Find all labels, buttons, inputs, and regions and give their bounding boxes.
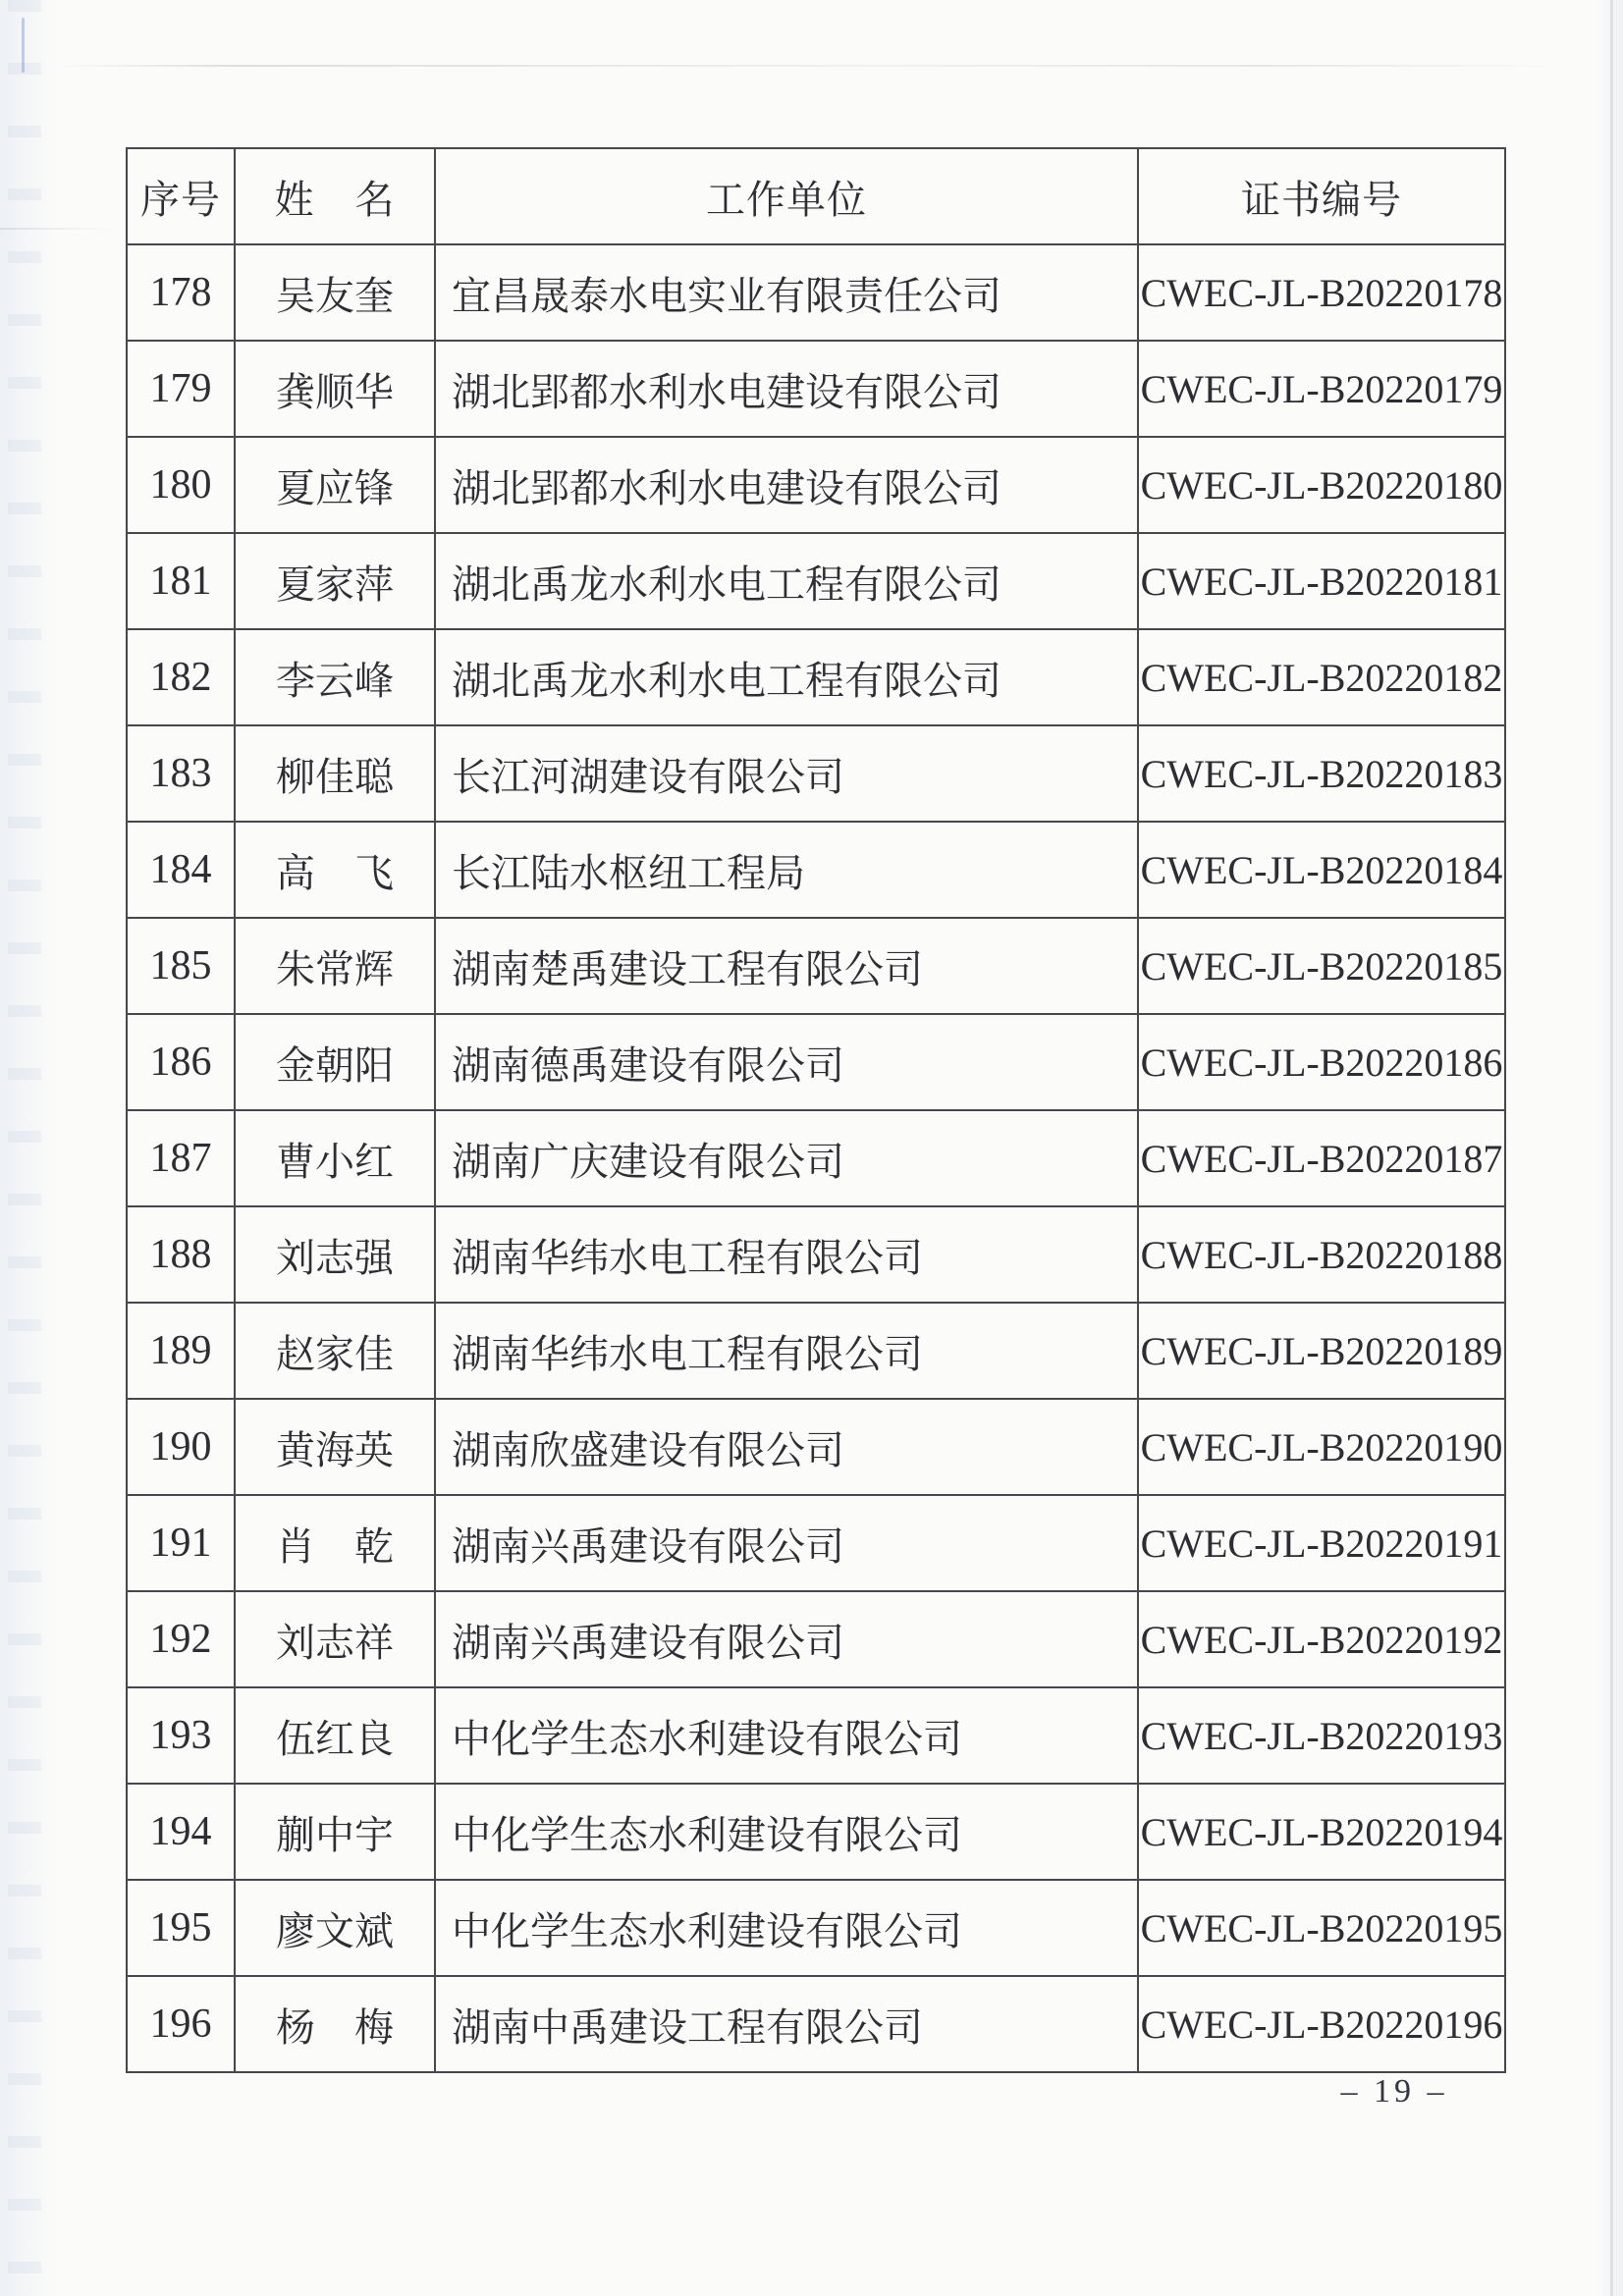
cell-person-name: 刘志祥	[235, 1591, 435, 1687]
cell-person-name: 李云峰	[235, 629, 435, 725]
cell-work-unit: 湖南德禹建设有限公司	[435, 1014, 1138, 1110]
page-edge-shadow	[1610, 0, 1613, 2296]
cell-certificate-number: CWEC-JL-B20220184	[1138, 822, 1505, 918]
scan-edge-noise	[8, 0, 41, 2296]
table-row	[127, 533, 1505, 629]
cell-serial-number: 191	[127, 1495, 235, 1591]
cell-person-name: 柳佳聪	[235, 725, 435, 822]
table-row	[127, 1110, 1505, 1206]
cell-serial-number: 192	[127, 1591, 235, 1687]
cell-work-unit: 湖南华纬水电工程有限公司	[435, 1303, 1138, 1399]
cell-serial-number: 186	[127, 1014, 235, 1110]
cell-person-name: 金朝阳	[235, 1014, 435, 1110]
table-row	[127, 822, 1505, 918]
cell-person-name: 高 飞	[235, 822, 435, 918]
cell-person-name: 夏应锋	[235, 437, 435, 533]
table-row	[127, 1784, 1505, 1880]
table-row	[127, 1591, 1505, 1687]
cell-certificate-number: CWEC-JL-B20220190	[1138, 1399, 1505, 1495]
cell-person-name: 朱常辉	[235, 918, 435, 1014]
cell-serial-number: 185	[127, 918, 235, 1014]
cell-work-unit: 湖北郢都水利水电建设有限公司	[435, 341, 1138, 437]
cell-serial-number: 188	[127, 1206, 235, 1303]
cell-certificate-number: CWEC-JL-B20220193	[1138, 1687, 1505, 1784]
table-row	[127, 341, 1505, 437]
cell-person-name: 赵家佳	[235, 1303, 435, 1399]
cell-person-name: 刘志强	[235, 1206, 435, 1303]
table-row	[127, 725, 1505, 822]
table-row	[127, 1303, 1505, 1399]
cell-certificate-number: CWEC-JL-B20220196	[1138, 1976, 1505, 2072]
cell-serial-number: 183	[127, 725, 235, 822]
cell-work-unit: 湖南楚禹建设工程有限公司	[435, 918, 1138, 1014]
cell-certificate-number: CWEC-JL-B20220182	[1138, 629, 1505, 725]
cell-serial-number: 187	[127, 1110, 235, 1206]
cell-serial-number: 181	[127, 533, 235, 629]
cell-serial-number: 195	[127, 1880, 235, 1976]
cell-person-name: 曹小红	[235, 1110, 435, 1206]
table-row	[127, 1687, 1505, 1784]
cell-serial-number: 194	[127, 1784, 235, 1880]
table-row	[127, 1206, 1505, 1303]
page-number: – 19 –	[1340, 2073, 1448, 2109]
cell-serial-number: 184	[127, 822, 235, 918]
table-row	[127, 244, 1505, 341]
cell-certificate-number: CWEC-JL-B20220181	[1138, 533, 1505, 629]
table-row	[127, 437, 1505, 533]
cell-work-unit: 中化学生态水利建设有限公司	[435, 1880, 1138, 1976]
table-row	[127, 1399, 1505, 1495]
cell-serial-number: 189	[127, 1303, 235, 1399]
cell-serial-number: 179	[127, 341, 235, 437]
cell-certificate-number: CWEC-JL-B20220178	[1138, 244, 1505, 341]
cell-certificate-number: CWEC-JL-B20220189	[1138, 1303, 1505, 1399]
cell-work-unit: 长江陆水枢纽工程局	[435, 822, 1138, 918]
cell-person-name: 吴友奎	[235, 244, 435, 341]
cell-work-unit: 宜昌晟泰水电实业有限责任公司	[435, 244, 1138, 341]
cell-serial-number: 178	[127, 244, 235, 341]
table-row	[127, 1976, 1505, 2072]
cell-work-unit: 湖南兴禹建设有限公司	[435, 1495, 1138, 1591]
cell-work-unit: 湖南欣盛建设有限公司	[435, 1399, 1138, 1495]
cell-serial-number: 182	[127, 629, 235, 725]
cell-person-name: 龚顺华	[235, 341, 435, 437]
header-serial-number: 序号	[127, 148, 235, 244]
cell-work-unit: 湖北禹龙水利水电工程有限公司	[435, 629, 1138, 725]
cell-person-name: 伍红良	[235, 1687, 435, 1784]
cell-work-unit: 中化学生态水利建设有限公司	[435, 1687, 1138, 1784]
table-body	[127, 244, 1505, 2072]
certificate-table	[126, 147, 1506, 2073]
cell-serial-number: 193	[127, 1687, 235, 1784]
cell-certificate-number: CWEC-JL-B20220183	[1138, 725, 1505, 822]
cell-work-unit: 湖南华纬水电工程有限公司	[435, 1206, 1138, 1303]
cell-work-unit: 湖南中禹建设工程有限公司	[435, 1976, 1138, 2072]
table-row	[127, 918, 1505, 1014]
cell-serial-number: 180	[127, 437, 235, 533]
cell-person-name: 廖文斌	[235, 1880, 435, 1976]
header-work-unit: 工作单位	[435, 148, 1138, 244]
cell-certificate-number: CWEC-JL-B20220195	[1138, 1880, 1505, 1976]
cell-work-unit: 湖南兴禹建设有限公司	[435, 1591, 1138, 1687]
cell-work-unit: 长江河湖建设有限公司	[435, 725, 1138, 822]
cell-person-name: 黄海英	[235, 1399, 435, 1495]
cell-serial-number: 190	[127, 1399, 235, 1495]
table-row	[127, 1014, 1505, 1110]
cell-certificate-number: CWEC-JL-B20220179	[1138, 341, 1505, 437]
scan-edge-mark	[22, 18, 25, 73]
header-certificate-number: 证书编号	[1138, 148, 1505, 244]
cell-certificate-number: CWEC-JL-B20220187	[1138, 1110, 1505, 1206]
header-person-name: 姓 名	[235, 148, 435, 244]
cell-work-unit: 湖北禹龙水利水电工程有限公司	[435, 533, 1138, 629]
scan-streak-artifact	[54, 65, 1566, 67]
cell-work-unit: 湖北郢都水利水电建设有限公司	[435, 437, 1138, 533]
cell-serial-number: 196	[127, 1976, 235, 2072]
table-row	[127, 1880, 1505, 1976]
cell-person-name: 杨 梅	[235, 1976, 435, 2072]
cell-work-unit: 湖南广庆建设有限公司	[435, 1110, 1138, 1206]
cell-certificate-number: CWEC-JL-B20220186	[1138, 1014, 1505, 1110]
table-row	[127, 629, 1505, 725]
cell-person-name: 肖 乾	[235, 1495, 435, 1591]
cell-certificate-number: CWEC-JL-B20220180	[1138, 437, 1505, 533]
table-header-row	[127, 148, 1505, 244]
cell-certificate-number: CWEC-JL-B20220185	[1138, 918, 1505, 1014]
cell-certificate-number: CWEC-JL-B20220191	[1138, 1495, 1505, 1591]
cell-certificate-number: CWEC-JL-B20220188	[1138, 1206, 1505, 1303]
table-row	[127, 1495, 1505, 1591]
cell-work-unit: 中化学生态水利建设有限公司	[435, 1784, 1138, 1880]
cell-certificate-number: CWEC-JL-B20220192	[1138, 1591, 1505, 1687]
cell-person-name: 夏家萍	[235, 533, 435, 629]
cell-person-name: 蒯中宇	[235, 1784, 435, 1880]
cell-certificate-number: CWEC-JL-B20220194	[1138, 1784, 1505, 1880]
